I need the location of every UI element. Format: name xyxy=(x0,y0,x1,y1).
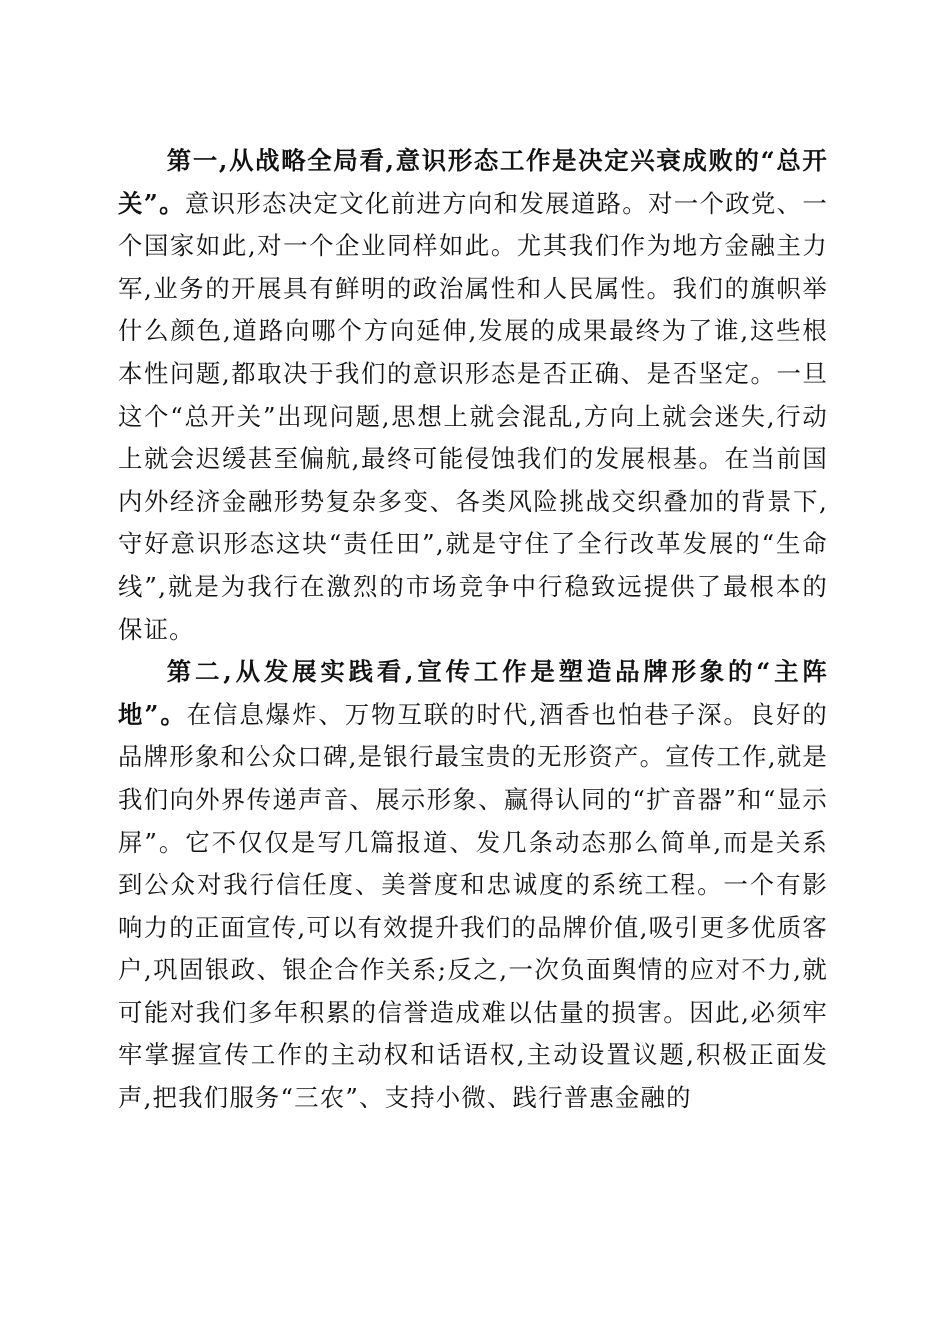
paragraph-2-text: 在信息爆炸、万物互联的时代,酒香也怕巷子深。良好的品牌形象和公众口碑,是银行最宝贵的无形资产。宣传工作,就是我们向外界传递声音、展示形象、赢得认同的“扩音器”和“显示屏”。它不仅仅是写几篇报道、发几条动态那么简单,而是关系到公众对我行信任度、美誉度和忠诚度的系统工程。一个有影响力的正面宣传,可以有效提升我们的品牌价值,吸引更多优质客户,巩固银政、银企合作关系;反之,一次负面舆情的应对不力,就可能对我们多年积累的信誉造成难以估量的损害。因此,必须牢牢掌握宣传工作的主动权和话语权,主动设置议题,积极正面发声,把我们服务“三农”、支持小微、践行普惠金融的 xyxy=(118,699,828,1113)
paragraph-1-heading: 第一,从战略全局看,意识形态工作是决定兴衰成败的“总开关”。 xyxy=(118,146,828,218)
document-body xyxy=(118,140,828,1120)
paragraph-1 xyxy=(118,140,828,651)
paragraph-2 xyxy=(118,651,828,1120)
paragraph-1-text: 意识形态决定文化前进方向和发展道路。对一个政党、一个国家如此,对一个企业同样如此。尤其我们作为地方金融主力军,业务的开展具有鲜明的政治属性和人民属性。我们的旗帜举什么颜色,道路向哪个方向延伸,发展的成果最终为了谁,这些根本性问题,都取决于我们的意识形态是否正确、是否坚定。一旦这个“总开关”出现问题,思想上就会混乱,方向上就会迷失,行动上就会迟缓甚至偏航,最终可能侵蚀我们的发展根基。在当前国内外经济金融形势复杂多变、各类风险挑战交织叠加的背景下,守好意识形态这块“责任田”,就是守住了全行改革发展的“生命线”,就是为我行在激烈的市场竞争中行稳致远提供了最根本的保证。 xyxy=(118,188,828,644)
paragraph-2-heading: 第二,从发展实践看,宣传工作是塑造品牌形象的“主阵地”。 xyxy=(118,657,828,729)
